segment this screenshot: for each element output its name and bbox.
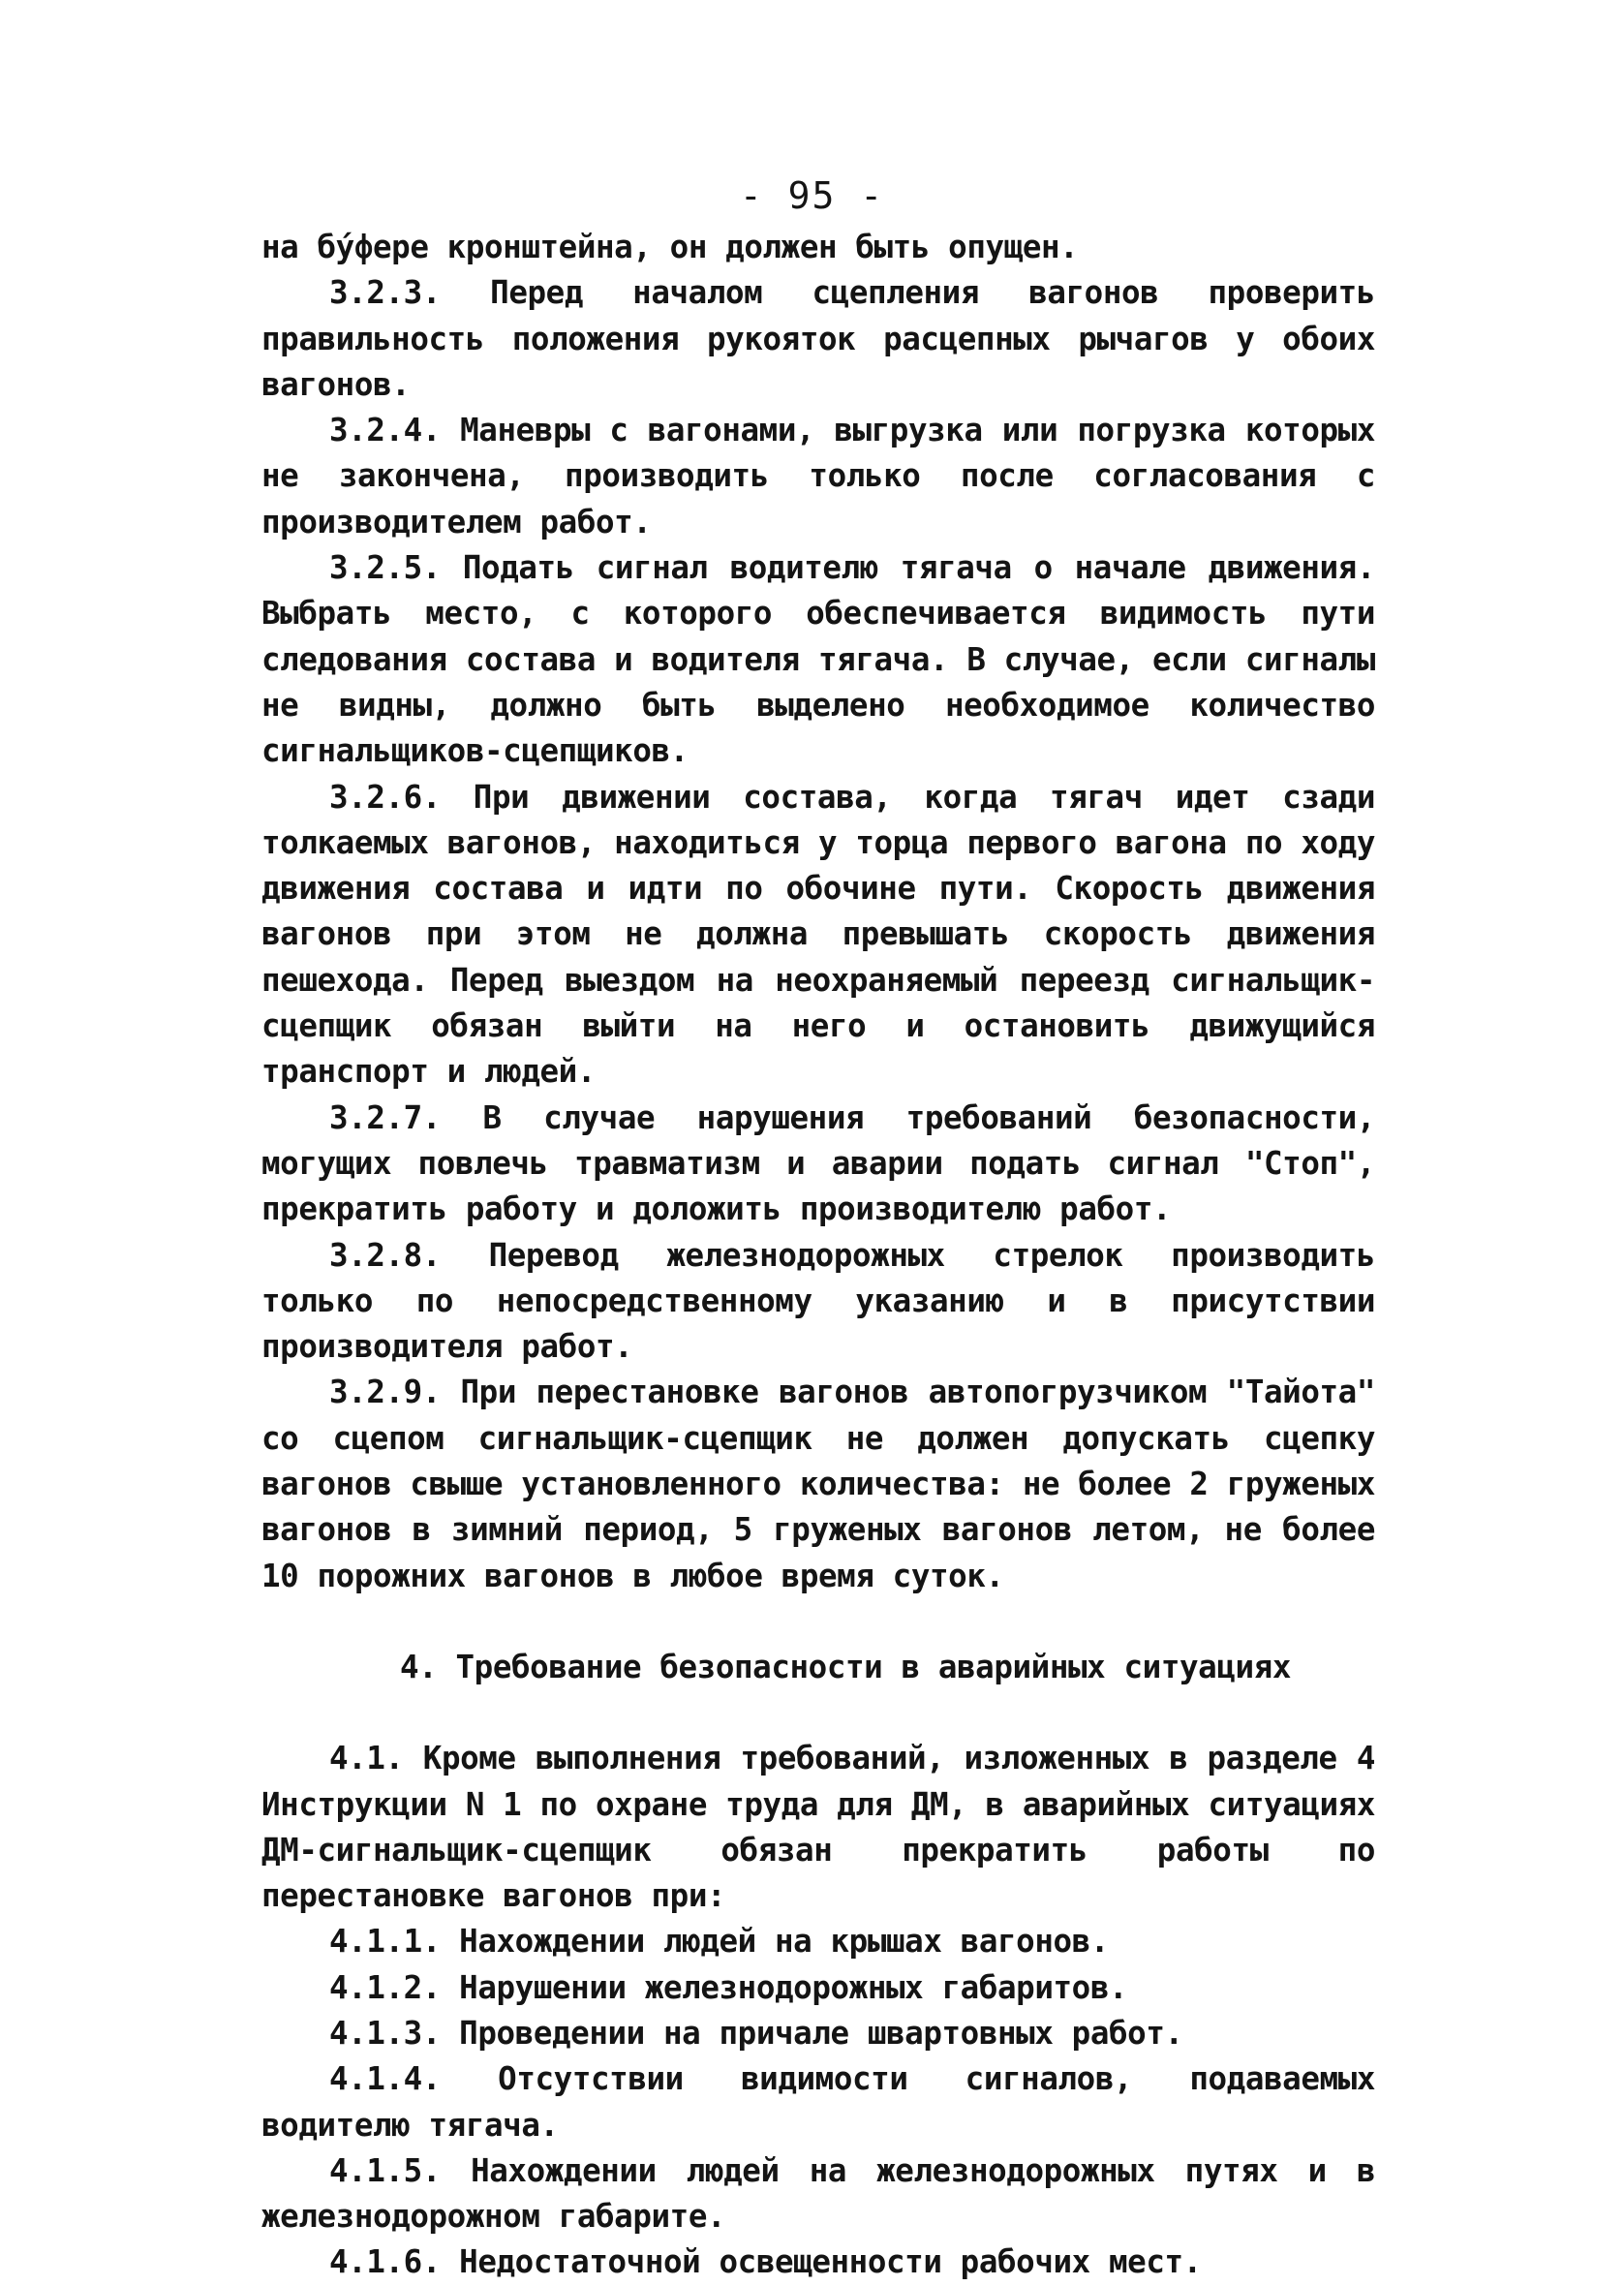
page-number: - 95 - [739,174,885,217]
paragraph-3-2-6: 3.2.6. При движении состава, когда тягач идет сзади толкаемых вагонов, находиться у торца первого вагона по ходу движения состава и идти по обочине пути. Скорость движения вагонов при этом не должна превышать скорость движения пешехода. Перед выездом на неохраняемый переезд сигнальщик-сцепщик обязан выйти на него и остановить движущийся транспорт и людей. [261,778,1375,1091]
paragraph-4-1-5: 4.1.5. Нахождении людей на железнодорожных путях и в железнодорожном габарите. [261,2151,1375,2236]
paragraph-3-2-9: 3.2.9. При перестановке вагонов автопогрузчиком "Тайота" со сцепом сигнальщик-сцепщик не должен допускать сцепку вагонов свыше установленного количества: не более 2 груженых вагонов в зимний период, 5 груженых вагонов летом, не более 10 порожних вагонов в любое время суток. [261,1374,1375,1594]
paragraph-4-1: 4.1. Кроме выполнения требований, изложенных в разделе 4 Инструкции N 1 по охране труда для ДМ, в аварийных ситуациях ДМ-сигнальщик-сцепщик обязан прекратить работы по перестановке вагонов при: [261,1740,1375,1915]
paragraph-3-2-5: 3.2.5. Подать сигнал водителю тягача о начале движения. Выбрать место, с которого обеспечивается видимость пути следования состава и водителя тягача. В случае, если сигналы не видны, должно быть выделено необходимое количество сигнальщиков-сцепщиков. [261,549,1375,770]
paragraph-3-2-4: 3.2.4. Маневры с вагонами, выгрузка или погрузка которых не закончена, производить только после согласования с производителем работ. [261,412,1375,541]
paragraph-continuation: на бýфере кронштейна, он должен быть опущен. [261,229,1079,265]
paragraph-4-1-3: 4.1.3. Проведении на причале швартовных работ. [329,2014,1183,2052]
section-heading-4: 4. Требование безопасности в аварийных ситуациях [400,1648,1291,1685]
document-body [261,225,1375,2286]
paragraph-3-2-3: 3.2.3. Перед началом сцепления вагонов проверить правильность положения рукояток расцепных рычагов у обоих вагонов. [261,274,1375,403]
paragraph-4-1-2: 4.1.2. Нарушении железнодорожных габаритов. [329,1968,1128,2006]
paragraph-3-2-7: 3.2.7. В случае нарушения требований безопасности, могущих повлечь травматизм и аварии подать сигнал "Стоп", прекратить работу и доложить производителю работ. [261,1098,1375,1228]
paragraph-4-1-4: 4.1.4. Отсутствии видимости сигналов, подаваемых водителю тягача. [261,2060,1375,2144]
paragraph-3-2-8: 3.2.8. Перевод железнодорожных стрелок производить только по непосредственному указанию и в присутствии производителя работ. [261,1236,1375,1366]
paragraph-4-1-1: 4.1.1. Нахождении людей на крышах вагонов. [329,1923,1109,1961]
paragraph-4-1-6: 4.1.6. Недостаточной освещенности рабочих мест. [329,2243,1202,2281]
